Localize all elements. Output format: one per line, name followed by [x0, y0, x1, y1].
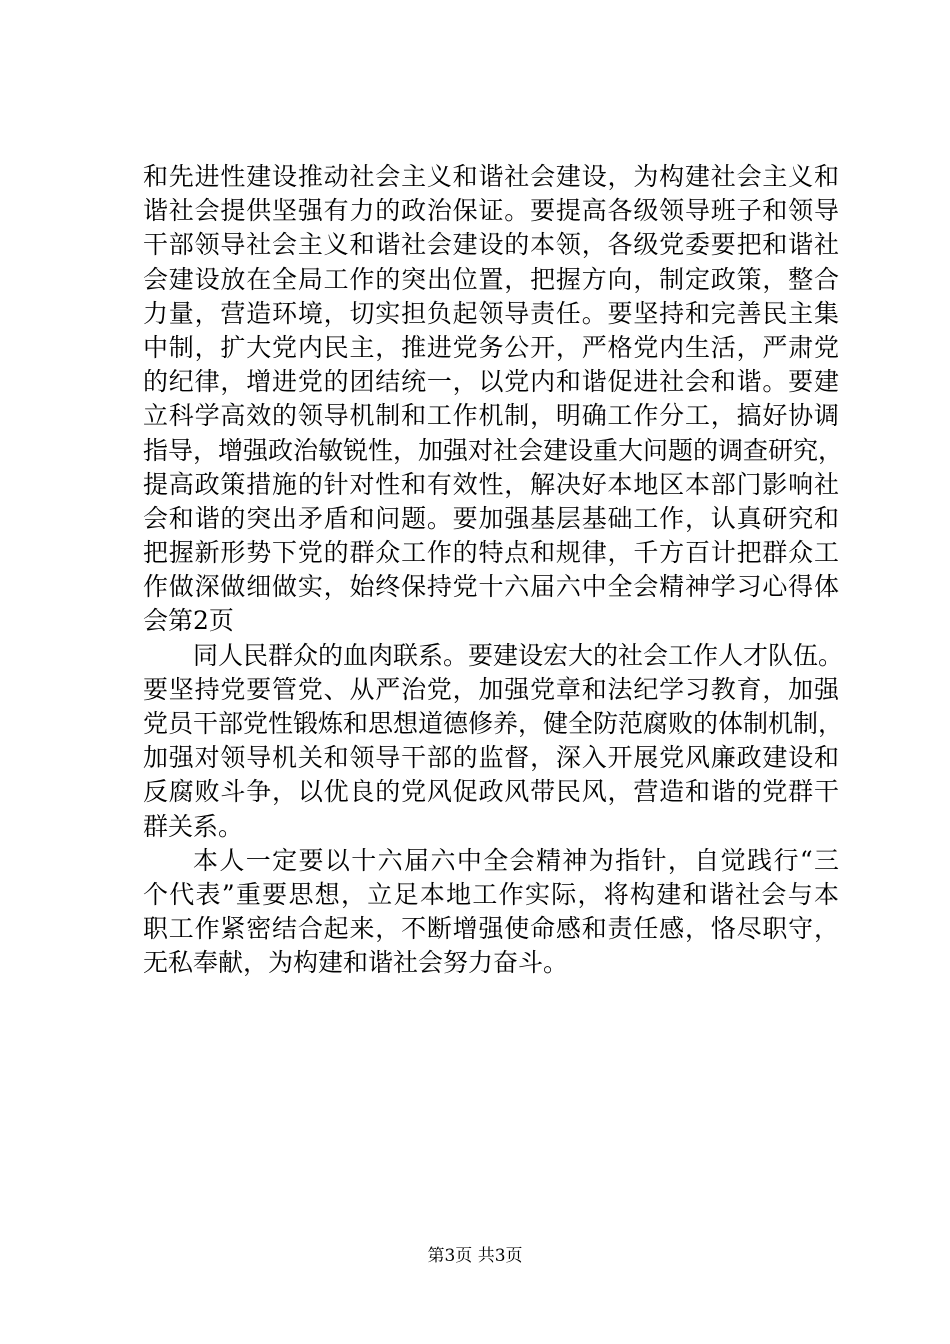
text-line: 会和谐的突出矛盾和问题。要加强基层基础工作，认真研究和	[143, 503, 839, 533]
text-line: 要坚持党要管党、从严治党，加强党章和法纪学习教育，加强	[143, 674, 839, 704]
text-line: 群关系。	[143, 811, 244, 841]
text-line: 反腐败斗争，以优良的党风促政风带民风，营造和谐的党群干	[143, 777, 839, 807]
text-line: 会第2页	[143, 606, 234, 636]
body-text	[143, 160, 844, 981]
text-line: 谐社会提供坚强有力的政治保证。要提高各级领导班子和领导	[143, 196, 839, 226]
text-line: 力量，营造环境，切实担负起领导责任。要坚持和完善民主集	[143, 298, 839, 328]
text-line: 作做深做细做实，始终保持党十六届六中全会精神学习心得体	[143, 572, 839, 602]
text-line: 个代表”重要思想，立足本地工作实际，将构建和谐社会与本	[143, 879, 839, 909]
text-line: 党员干部党性锻炼和思想道德修养，健全防范腐败的体制机制，	[143, 709, 844, 738]
text-line: 把握新形势下党的群众工作的特点和规律，千方百计把群众工	[143, 538, 839, 568]
page-footer	[0, 1244, 950, 1268]
text-line: 中制，扩大党内民主，推进党务公开，严格党内生活，严肃党	[143, 332, 839, 362]
paragraph-first-line: 同人民群众的血肉联系。要建设宏大的社会工作人才队伍。	[193, 640, 844, 670]
text-line: 会建设放在全局工作的突出位置，把握方向，制定政策，整合	[143, 264, 839, 294]
text-line: 的纪律，增进党的团结统一，以党内和谐促进社会和谐。要建	[143, 367, 839, 397]
paragraph-first-line: 本人一定要以十六届六中全会精神为指针，自觉践行“三	[193, 845, 839, 875]
text-line: 提高政策措施的针对性和有效性，解决好本地区本部门影响社	[143, 469, 839, 499]
text-line: 和先进性建设推动社会主义和谐社会建设，为构建社会主义和	[143, 162, 839, 191]
text-line: 立科学高效的领导机制和工作机制，明确工作分工，搞好协调	[143, 401, 839, 431]
text-line: 干部领导社会主义和谐社会建设的本领，各级党委要把和谐社	[143, 230, 839, 260]
text-line: 指导，增强政治敏锐性，加强对社会建设重大问题的调查研究，	[143, 435, 844, 465]
text-line: 职工作紧密结合起来，不断增强使命感和责任感，恪尽职守，	[143, 914, 839, 944]
text-line: 加强对领导机关和领导干部的监督，深入开展党风廉政建设和	[143, 743, 839, 773]
text-line: 无私奉献，为构建和谐社会努力奋斗。	[143, 948, 569, 978]
page-number: 第3页 共3页	[427, 1246, 523, 1266]
